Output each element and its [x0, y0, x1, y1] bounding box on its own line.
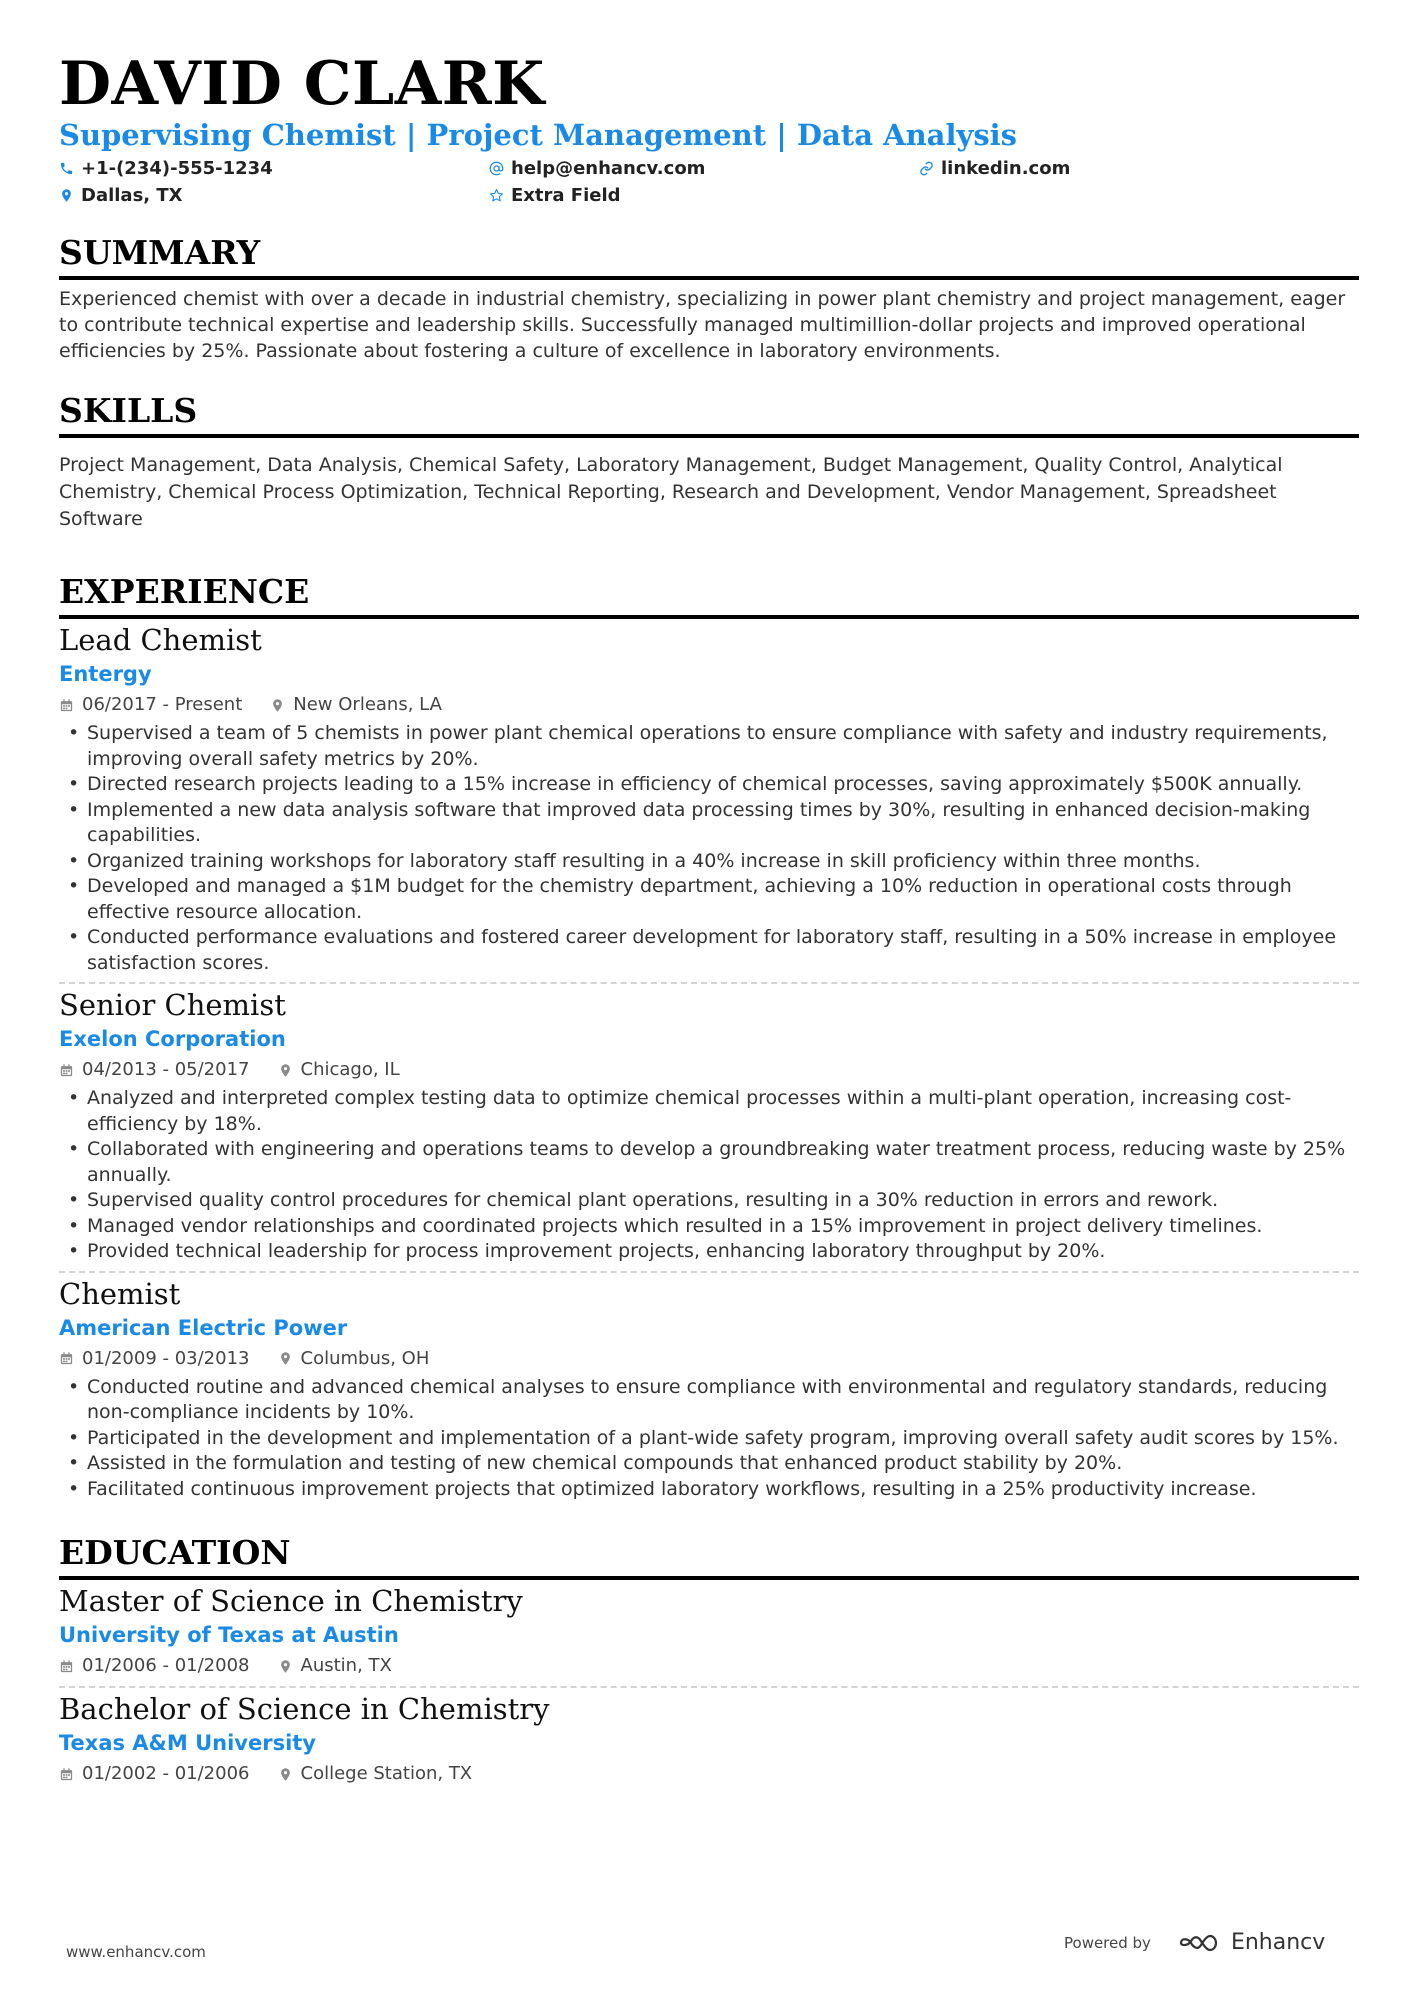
school-name[interactable]: Texas A&M University	[59, 1731, 316, 1755]
brand-logo[interactable]	[1177, 1930, 1325, 1955]
experience-entry	[59, 984, 1359, 1273]
calendar-icon	[59, 1767, 74, 1782]
bullet-item: • Collaborated with engineering and operations teams to develop a groundbreaking water treatment process, reducing waste by 25% annually.	[59, 1137, 1359, 1188]
location-pin-icon	[270, 698, 285, 713]
location-text: Columbus, OH	[300, 1347, 430, 1369]
job-title: Senior Chemist	[59, 988, 286, 1022]
linkedin-text: linkedin.com	[941, 158, 1071, 179]
bullet-item: • Conducted routine and advanced chemical analyses to ensure compliance with environmental and regulatory standards, reducing non-compliance incidents by 10%.	[59, 1375, 1359, 1426]
school-name[interactable]: University of Texas at Austin	[59, 1623, 399, 1647]
bullet-item: • Analyzed and interpreted complex testing data to optimize chemical processes within a multi-plant operation, increasing cost-efficiency by 18%.	[59, 1086, 1359, 1137]
education-location	[278, 1760, 473, 1788]
job-location	[278, 1345, 430, 1373]
contact-email[interactable]	[489, 156, 919, 181]
candidate-headline: Supervising Chemist | Project Management | Data Analysis	[59, 118, 1017, 152]
extra-field-text: Extra Field	[511, 185, 621, 206]
job-bullets	[59, 721, 1359, 976]
bullet-item: • Supervised a team of 5 chemists in power plant chemical operations to ensure compliance with safety and industry requirements, improving overall safety metrics by 20%.	[59, 721, 1359, 772]
phone-text: +1-(234)-555-1234	[81, 158, 273, 179]
bullet-item: • Managed vendor relationships and coordinated projects which resulted in a 15% improvement in project delivery timelines.	[59, 1214, 1359, 1240]
experience-section	[59, 571, 1359, 1508]
contact-location	[59, 183, 489, 208]
experience-entry	[59, 1273, 1359, 1509]
education-dates	[59, 1652, 250, 1680]
education-title: EDUCATION	[59, 1532, 1359, 1580]
contact-linkedin[interactable]	[919, 156, 1349, 181]
education-section	[59, 1532, 1359, 1794]
skills-section	[59, 390, 1359, 533]
education-meta	[59, 1652, 1359, 1680]
summary-text: Experienced chemist with over a decade in industrial chemistry, specializing in power plant chemistry and project management, eager to contribute technical expertise and leadership skills. Successfully managed multimillion-dollar projects and improved operational efficiencies by 25%. Passionate about fostering a culture of excellence in laboratory environments.	[59, 288, 1346, 362]
dates-text: 04/2013 - 05/2017	[82, 1059, 250, 1080]
candidate-name: DAVID CLARK	[59, 49, 545, 119]
location-pin-icon	[278, 1063, 293, 1078]
company-name[interactable]: Entergy	[59, 662, 152, 686]
resume-content	[59, 49, 1359, 1794]
bullet-item: • Participated in the development and implementation of a plant-wide safety program, improving overall safety audit scores by 15%.	[59, 1426, 1359, 1452]
education-entry	[59, 1580, 1359, 1688]
location-pin-icon	[278, 1659, 293, 1674]
skills-title: SKILLS	[59, 390, 1359, 438]
enhancv-logo-icon	[1177, 1931, 1223, 1955]
resume-header	[59, 49, 1359, 208]
experience-title: EXPERIENCE	[59, 571, 1359, 619]
job-location	[278, 1056, 400, 1084]
bullet-item: • Supervised quality control procedures for chemical plant operations, resulting in a 30% reduction in errors and rework.	[59, 1188, 1359, 1214]
degree-title: Bachelor of Science in Chemistry	[59, 1692, 550, 1726]
contact-info	[59, 156, 1359, 208]
bullet-item: • Provided technical leadership for process improvement projects, enhancing laboratory throughput by 20%.	[59, 1239, 1359, 1265]
location-pin-icon	[59, 188, 74, 203]
bullet-item: • Conducted performance evaluations and fostered career development for laboratory staff, resulting in a 50% increase in employee satisfaction scores.	[59, 925, 1359, 976]
education-meta	[59, 1760, 1359, 1788]
bullet-item: • Organized training workshops for laboratory staff resulting in a 40% increase in skill proficiency within three months.	[59, 849, 1359, 875]
bullet-item: • Facilitated continuous improvement projects that optimized laboratory workflows, resulting in a 25% productivity increase.	[59, 1477, 1359, 1503]
job-title: Chemist	[59, 1276, 181, 1311]
calendar-icon	[59, 1351, 74, 1366]
contact-extra	[489, 183, 919, 208]
bullet-item: • Implemented a new data analysis software that improved data processing times by 30%, resulting in enhanced decision-making capabilities.	[59, 798, 1359, 849]
job-dates	[59, 691, 242, 719]
at-icon	[489, 161, 504, 176]
job-meta	[59, 691, 1359, 719]
company-name[interactable]: American Electric Power	[59, 1315, 348, 1340]
summary-title: SUMMARY	[59, 232, 1359, 280]
job-bullets	[59, 1375, 1359, 1503]
job-bullets	[59, 1086, 1359, 1265]
email-text: help@enhancv.com	[511, 158, 706, 179]
dates-text: 01/2006 - 01/2008	[82, 1655, 250, 1676]
location-text: College Station, TX	[300, 1763, 473, 1784]
location-text: New Orleans, LA	[293, 694, 442, 715]
education-location	[278, 1652, 392, 1680]
footer-website[interactable]: www.enhancv.com	[66, 1943, 206, 1961]
summary-section	[59, 232, 1359, 364]
phone-icon	[59, 161, 74, 176]
calendar-icon	[59, 1659, 74, 1674]
degree-title: Master of Science in Chemistry	[59, 1584, 523, 1618]
contact-phone[interactable]	[59, 156, 489, 181]
location-pin-icon	[278, 1767, 293, 1782]
job-meta	[59, 1056, 1359, 1084]
footer-branding	[1064, 1930, 1325, 1955]
dates-text: 01/2009 - 03/2013	[82, 1347, 250, 1369]
calendar-icon	[59, 1063, 74, 1078]
location-text: Dallas, TX	[81, 185, 183, 206]
brand-name: Enhancv	[1230, 1930, 1326, 1955]
skills-text: Project Management, Data Analysis, Chemical Safety, Laboratory Management, Budget Management, Quality Control, Analytical Chemistry, Chemical Process Optimization, Technical Reporting, Research and Development, Vendor Management, Spreadsheet Software	[59, 454, 1283, 530]
education-dates	[59, 1760, 250, 1788]
star-icon	[489, 188, 504, 203]
bullet-item: • Directed research projects leading to a 15% increase in efficiency of chemical processes, saving approximately $500K annually.	[59, 772, 1359, 798]
location-text: Austin, TX	[300, 1655, 392, 1676]
job-dates	[59, 1056, 250, 1084]
job-title: Lead Chemist	[59, 623, 262, 657]
education-entry	[59, 1688, 1359, 1794]
dates-text: 06/2017 - Present	[82, 694, 243, 715]
location-pin-icon	[278, 1351, 293, 1366]
link-icon	[919, 161, 934, 176]
company-name[interactable]: Exelon Corporation	[59, 1027, 286, 1051]
powered-by-label: Powered by	[1064, 1933, 1151, 1952]
dates-text: 01/2002 - 01/2006	[82, 1763, 250, 1784]
location-text: Chicago, IL	[300, 1059, 400, 1080]
bullet-item: • Developed and managed a $1M budget for the chemistry department, achieving a 10% reduction in operational costs through effective resource allocation.	[59, 874, 1359, 925]
job-meta	[59, 1345, 1359, 1373]
bullet-item: • Assisted in the formulation and testing of new chemical compounds that enhanced product stability by 20%.	[59, 1451, 1359, 1477]
calendar-icon	[59, 698, 74, 713]
experience-entry	[59, 619, 1359, 984]
job-dates	[59, 1345, 250, 1373]
job-location	[270, 691, 442, 719]
